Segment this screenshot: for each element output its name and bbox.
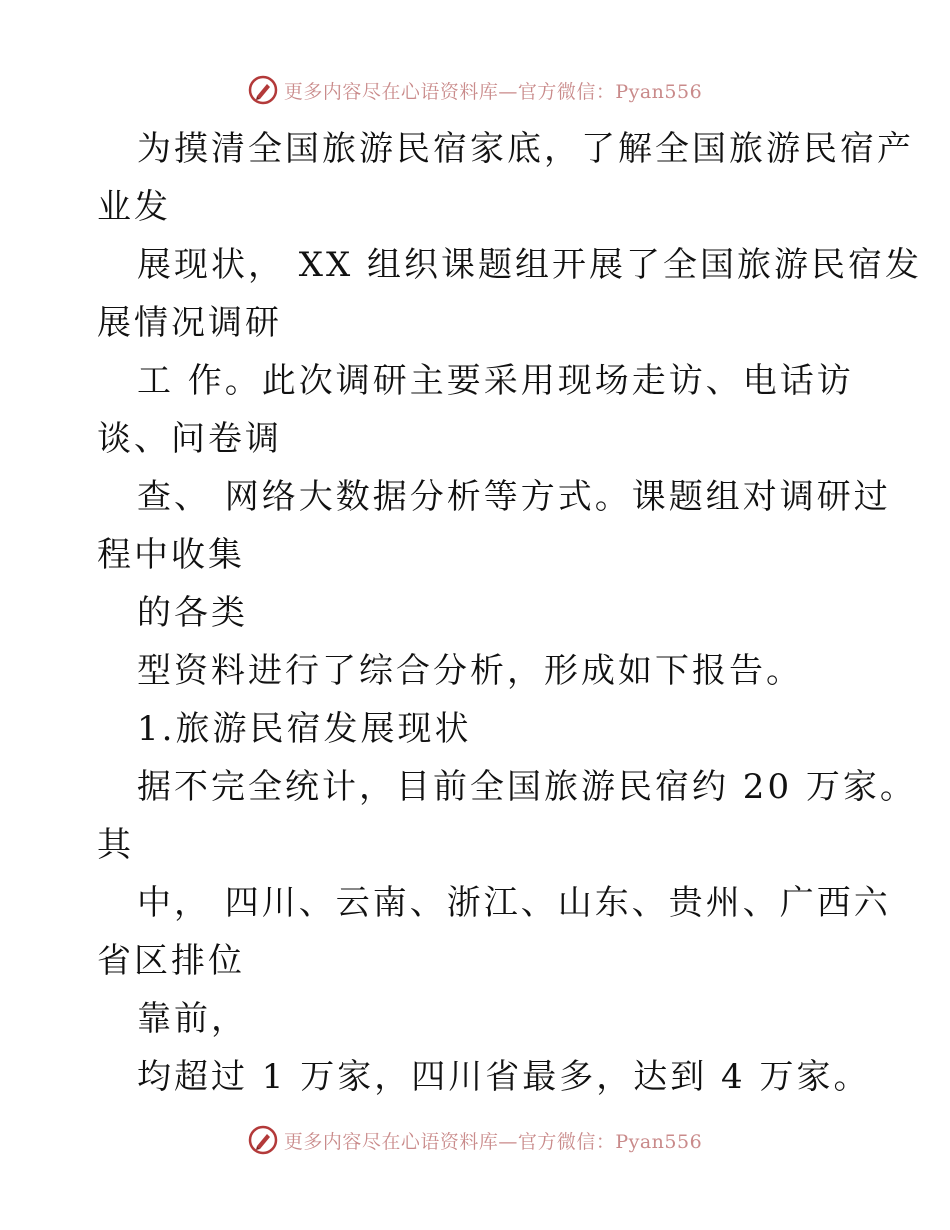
text-line: 均超过 1 万家，四川省最多，达到 4 万家。 [137, 1057, 871, 1097]
text-line: 查、 网络大数据分析等方式。课题组对调研过 [137, 477, 891, 517]
text-line: 中， 四川、云南、浙江、山东、贵州、广西六 [137, 883, 891, 923]
watermark-text: 更多内容尽在心语资料库—官方微信：Pyan556 [283, 80, 703, 103]
footer-watermark [0, 1120, 950, 1160]
text-line: 工 作。此次调研主要采用现场走访、电话访 [137, 361, 854, 401]
text-line: 型资料进行了综合分析，形成如下报告。 [137, 651, 803, 691]
text-line: 1.旅游民宿发展现状 [137, 709, 472, 749]
text-line: 为摸清全国旅游民宿家底，了解全国旅游民宿产 [137, 129, 914, 169]
text-line: 据不完全统计，目前全国旅游民宿约 20 万家。 [137, 767, 917, 807]
text-line: 展现状， XX 组织课题组开展了全国旅游民宿发 [137, 245, 923, 285]
text-line: 展情况调研 [97, 303, 282, 343]
text-line: 省区排位 [97, 941, 245, 981]
document-body [97, 120, 923, 1106]
pen-logo-icon [248, 75, 278, 105]
text-line: 其 [97, 825, 134, 865]
watermark-text: 更多内容尽在心语资料库—官方微信：Pyan556 [283, 1130, 703, 1153]
header-watermark [0, 70, 950, 110]
text-line: 靠前， [137, 999, 248, 1039]
pen-logo-icon [248, 1125, 278, 1155]
text-line: 谈、问卷调 [97, 419, 282, 459]
text-line: 程中收集 [97, 535, 245, 575]
text-line: 的各类 [137, 593, 248, 633]
text-line: 业发 [97, 187, 171, 227]
